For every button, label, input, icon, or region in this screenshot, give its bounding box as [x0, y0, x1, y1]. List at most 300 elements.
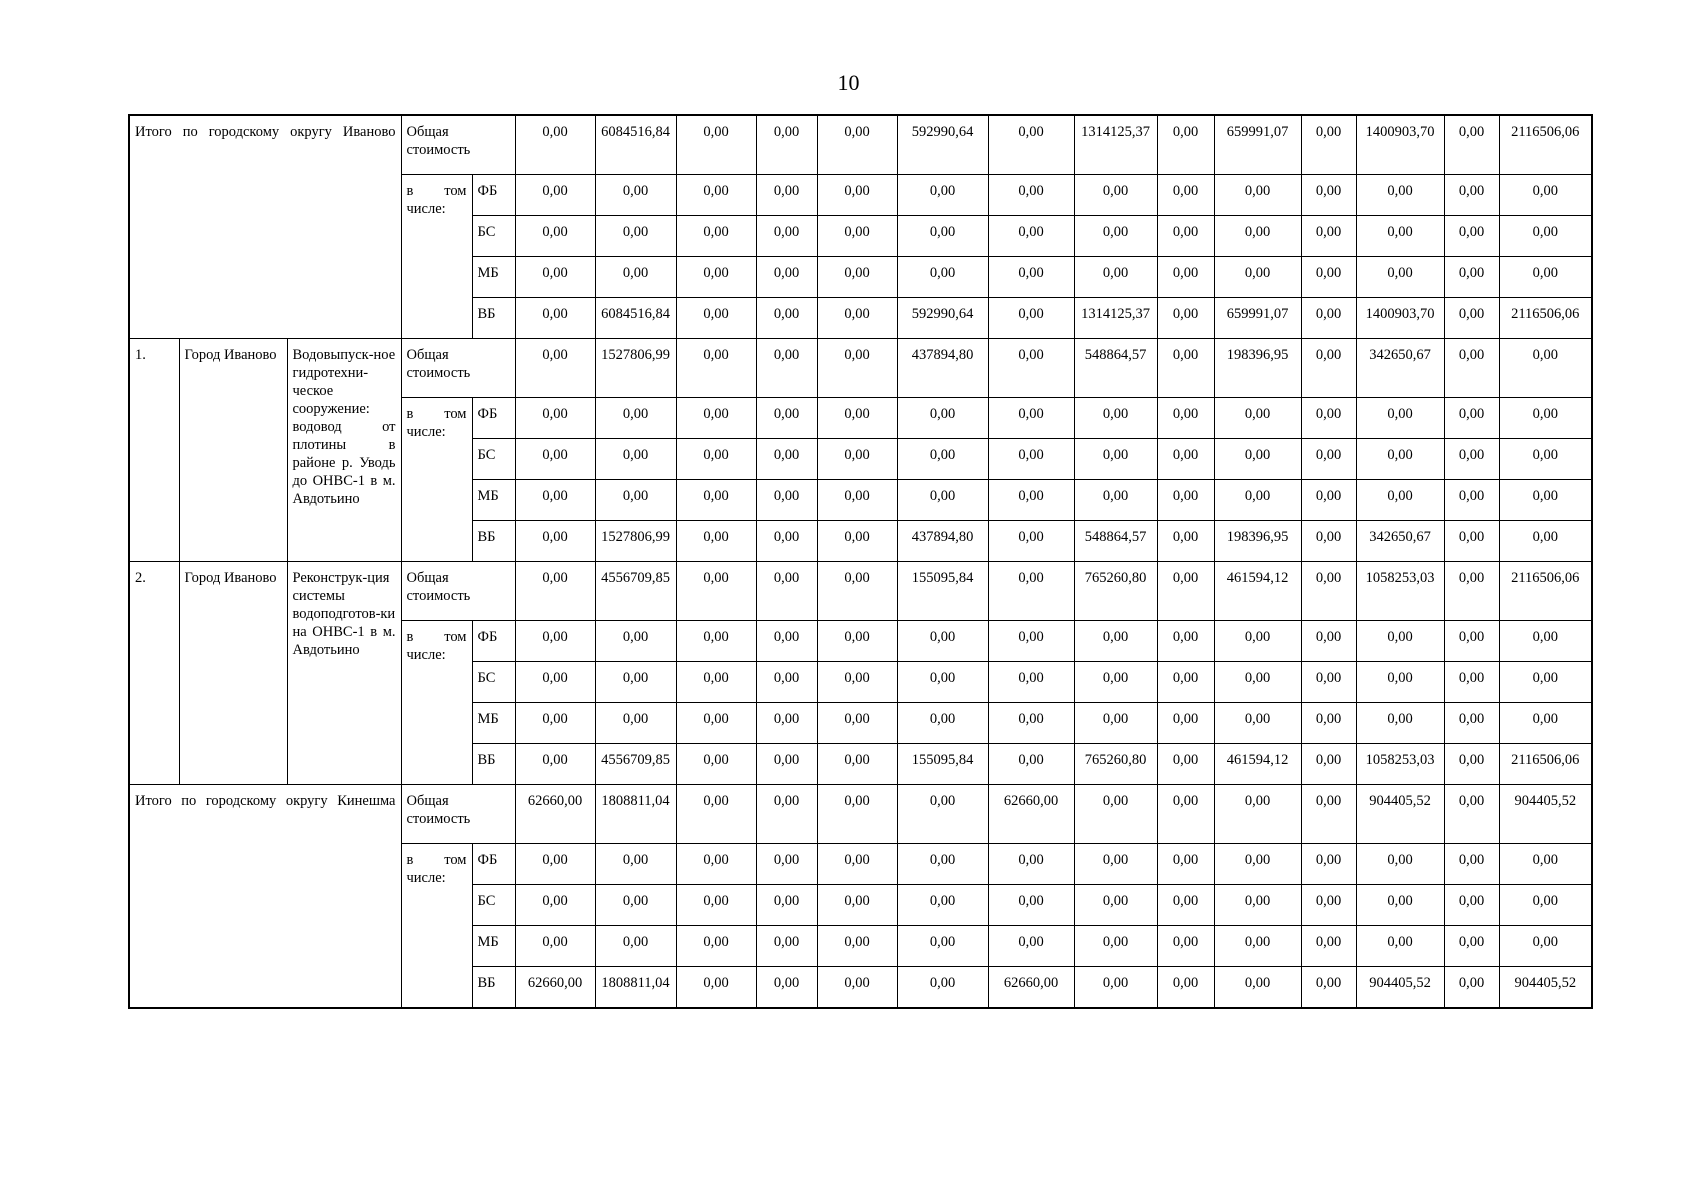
value-cell: 0,00: [1157, 216, 1214, 257]
value-cell: 0,00: [676, 175, 756, 216]
value-cell: 0,00: [1356, 926, 1444, 967]
value-cell: 0,00: [595, 662, 676, 703]
value-cell: 0,00: [1301, 844, 1356, 885]
value-cell: 0,00: [897, 439, 988, 480]
including-label: в том числе:: [401, 398, 472, 562]
value-cell: 0,00: [1074, 480, 1157, 521]
value-cell: 0,00: [1444, 885, 1499, 926]
value-cell: 0,00: [1214, 257, 1301, 298]
item-number: 2.: [129, 562, 179, 785]
value-cell: 0,00: [756, 562, 817, 621]
value-cell: 0,00: [1074, 398, 1157, 439]
value-cell: 0,00: [595, 480, 676, 521]
value-cell: 0,00: [817, 885, 897, 926]
value-cell: 62660,00: [515, 785, 595, 844]
value-cell: 0,00: [988, 398, 1074, 439]
value-cell: 0,00: [1301, 257, 1356, 298]
value-cell: 0,00: [756, 480, 817, 521]
value-cell: 0,00: [897, 398, 988, 439]
value-cell: 0,00: [756, 216, 817, 257]
value-cell: 0,00: [988, 480, 1074, 521]
value-cell: 0,00: [1301, 480, 1356, 521]
value-cell: 659991,07: [1214, 115, 1301, 175]
source-label: БС: [472, 885, 515, 926]
source-label: БС: [472, 662, 515, 703]
value-cell: 0,00: [595, 844, 676, 885]
value-cell: 0,00: [756, 521, 817, 562]
value-cell: 0,00: [1074, 439, 1157, 480]
value-cell: 0,00: [676, 398, 756, 439]
source-label: ВБ: [472, 521, 515, 562]
value-cell: 0,00: [676, 339, 756, 398]
value-cell: 0,00: [817, 662, 897, 703]
value-cell: 0,00: [1301, 785, 1356, 844]
value-cell: 0,00: [1499, 621, 1592, 662]
value-cell: 0,00: [1074, 662, 1157, 703]
value-cell: 0,00: [515, 298, 595, 339]
value-cell: 155095,84: [897, 744, 988, 785]
value-cell: 0,00: [1301, 115, 1356, 175]
value-cell: 0,00: [1157, 521, 1214, 562]
value-cell: 0,00: [1444, 744, 1499, 785]
value-cell: 0,00: [756, 967, 817, 1009]
value-cell: 0,00: [897, 885, 988, 926]
source-label: ВБ: [472, 744, 515, 785]
value-cell: 0,00: [595, 175, 676, 216]
value-cell: 198396,95: [1214, 521, 1301, 562]
value-cell: 0,00: [817, 298, 897, 339]
value-cell: 0,00: [1444, 785, 1499, 844]
value-cell: 0,00: [1074, 885, 1157, 926]
source-label: БС: [472, 216, 515, 257]
value-cell: 4556709,85: [595, 744, 676, 785]
value-cell: 0,00: [676, 744, 756, 785]
table-row: [129, 339, 1592, 398]
value-cell: 0,00: [1301, 339, 1356, 398]
value-cell: 0,00: [1444, 703, 1499, 744]
value-cell: 0,00: [1499, 439, 1592, 480]
value-cell: 0,00: [1214, 785, 1301, 844]
value-cell: 0,00: [1356, 480, 1444, 521]
value-cell: 0,00: [1157, 703, 1214, 744]
value-cell: 0,00: [756, 621, 817, 662]
value-cell: 62660,00: [515, 967, 595, 1009]
value-cell: 0,00: [515, 885, 595, 926]
value-cell: 0,00: [897, 662, 988, 703]
value-cell: 0,00: [1301, 926, 1356, 967]
value-cell: 0,00: [1157, 257, 1214, 298]
value-cell: 0,00: [817, 257, 897, 298]
value-cell: 1058253,03: [1356, 562, 1444, 621]
value-cell: 342650,67: [1356, 521, 1444, 562]
value-cell: 904405,52: [1356, 785, 1444, 844]
value-cell: 0,00: [1356, 662, 1444, 703]
including-label: в том числе:: [401, 175, 472, 339]
value-cell: 0,00: [1301, 298, 1356, 339]
value-cell: 0,00: [1356, 885, 1444, 926]
source-label: ФБ: [472, 621, 515, 662]
value-cell: 0,00: [515, 621, 595, 662]
value-cell: 2116506,06: [1499, 562, 1592, 621]
value-cell: 0,00: [1301, 562, 1356, 621]
value-cell: 0,00: [897, 785, 988, 844]
value-cell: 0,00: [1301, 703, 1356, 744]
value-cell: 0,00: [817, 521, 897, 562]
value-cell: 0,00: [1074, 621, 1157, 662]
value-cell: 0,00: [817, 621, 897, 662]
value-cell: 0,00: [515, 398, 595, 439]
value-cell: 0,00: [1214, 398, 1301, 439]
value-cell: 0,00: [1356, 216, 1444, 257]
value-cell: 0,00: [1157, 175, 1214, 216]
value-cell: 0,00: [1499, 926, 1592, 967]
value-cell: 0,00: [897, 257, 988, 298]
value-cell: 0,00: [1444, 521, 1499, 562]
value-cell: 0,00: [756, 662, 817, 703]
value-cell: 0,00: [1356, 844, 1444, 885]
value-cell: 0,00: [1444, 298, 1499, 339]
value-cell: 0,00: [676, 562, 756, 621]
value-cell: 0,00: [988, 216, 1074, 257]
value-cell: 1400903,70: [1356, 298, 1444, 339]
value-cell: 0,00: [1214, 621, 1301, 662]
value-cell: 0,00: [897, 703, 988, 744]
value-cell: 1058253,03: [1356, 744, 1444, 785]
value-cell: 6084516,84: [595, 115, 676, 175]
value-cell: 0,00: [1074, 703, 1157, 744]
value-cell: 0,00: [988, 439, 1074, 480]
value-cell: 0,00: [988, 257, 1074, 298]
value-cell: 0,00: [1444, 115, 1499, 175]
value-cell: 904405,52: [1499, 967, 1592, 1009]
value-cell: 0,00: [595, 703, 676, 744]
value-cell: 0,00: [897, 967, 988, 1009]
value-cell: 342650,67: [1356, 339, 1444, 398]
value-cell: 0,00: [676, 703, 756, 744]
value-cell: 0,00: [988, 175, 1074, 216]
value-cell: 0,00: [595, 621, 676, 662]
value-cell: 437894,80: [897, 339, 988, 398]
source-label: МБ: [472, 480, 515, 521]
value-cell: 0,00: [1444, 339, 1499, 398]
value-cell: 437894,80: [897, 521, 988, 562]
value-cell: 0,00: [515, 844, 595, 885]
value-cell: 0,00: [1074, 844, 1157, 885]
value-cell: 0,00: [988, 115, 1074, 175]
value-cell: 0,00: [756, 885, 817, 926]
value-cell: 0,00: [515, 339, 595, 398]
value-cell: 0,00: [817, 439, 897, 480]
value-cell: 0,00: [1301, 175, 1356, 216]
value-cell: 0,00: [1499, 885, 1592, 926]
value-cell: 0,00: [1444, 480, 1499, 521]
value-cell: 0,00: [1214, 885, 1301, 926]
value-cell: 0,00: [1444, 844, 1499, 885]
value-cell: 0,00: [1157, 844, 1214, 885]
value-cell: 904405,52: [1356, 967, 1444, 1009]
value-cell: 0,00: [817, 744, 897, 785]
value-cell: 0,00: [1356, 257, 1444, 298]
value-cell: 0,00: [676, 926, 756, 967]
value-cell: 0,00: [1499, 257, 1592, 298]
value-cell: 0,00: [756, 844, 817, 885]
value-cell: 0,00: [1074, 216, 1157, 257]
value-cell: 0,00: [1157, 562, 1214, 621]
value-cell: 0,00: [595, 439, 676, 480]
value-cell: 0,00: [595, 926, 676, 967]
source-label: МБ: [472, 926, 515, 967]
value-cell: 0,00: [897, 216, 988, 257]
value-cell: 1527806,99: [595, 339, 676, 398]
value-cell: 0,00: [1157, 298, 1214, 339]
value-cell: 0,00: [988, 298, 1074, 339]
value-cell: 0,00: [515, 703, 595, 744]
value-cell: 0,00: [988, 521, 1074, 562]
value-cell: 765260,80: [1074, 562, 1157, 621]
value-cell: 0,00: [756, 439, 817, 480]
value-cell: 0,00: [1301, 439, 1356, 480]
value-cell: 0,00: [1444, 967, 1499, 1009]
including-label: в том числе:: [401, 844, 472, 1009]
value-cell: 0,00: [1214, 703, 1301, 744]
value-cell: 0,00: [1499, 398, 1592, 439]
value-cell: 62660,00: [988, 785, 1074, 844]
value-cell: 0,00: [1074, 785, 1157, 844]
value-cell: 0,00: [1157, 339, 1214, 398]
value-cell: 2116506,06: [1499, 115, 1592, 175]
source-label: БС: [472, 439, 515, 480]
value-cell: 461594,12: [1214, 562, 1301, 621]
item-number: 1.: [129, 339, 179, 562]
source-label: ВБ: [472, 967, 515, 1009]
value-cell: 0,00: [1214, 662, 1301, 703]
value-cell: 0,00: [817, 967, 897, 1009]
value-cell: 0,00: [676, 967, 756, 1009]
value-cell: 0,00: [515, 115, 595, 175]
value-cell: 0,00: [1444, 398, 1499, 439]
value-cell: 0,00: [1157, 662, 1214, 703]
item-location: Город Иваново: [179, 339, 287, 562]
value-cell: 0,00: [1499, 703, 1592, 744]
total-cost-label: Общая стоимость: [401, 115, 515, 175]
value-cell: 0,00: [988, 885, 1074, 926]
value-cell: 0,00: [817, 844, 897, 885]
value-cell: 0,00: [515, 744, 595, 785]
summary-title: Итого по городскому округу Кинешма: [129, 785, 401, 1009]
value-cell: 0,00: [1356, 439, 1444, 480]
value-cell: 0,00: [988, 926, 1074, 967]
value-cell: 62660,00: [988, 967, 1074, 1009]
value-cell: 0,00: [515, 439, 595, 480]
value-cell: 0,00: [515, 175, 595, 216]
value-cell: 0,00: [897, 844, 988, 885]
value-cell: 765260,80: [1074, 744, 1157, 785]
value-cell: 0,00: [988, 703, 1074, 744]
value-cell: 0,00: [515, 521, 595, 562]
value-cell: 0,00: [817, 480, 897, 521]
source-label: ВБ: [472, 298, 515, 339]
value-cell: 0,00: [1074, 175, 1157, 216]
value-cell: 0,00: [595, 257, 676, 298]
value-cell: 0,00: [1157, 926, 1214, 967]
value-cell: 0,00: [1444, 562, 1499, 621]
value-cell: 0,00: [1499, 480, 1592, 521]
value-cell: 0,00: [817, 339, 897, 398]
item-location: Город Иваново: [179, 562, 287, 785]
value-cell: 1400903,70: [1356, 115, 1444, 175]
value-cell: 0,00: [1499, 521, 1592, 562]
value-cell: 0,00: [515, 662, 595, 703]
source-label: МБ: [472, 257, 515, 298]
value-cell: 0,00: [676, 662, 756, 703]
value-cell: 0,00: [1444, 216, 1499, 257]
source-label: МБ: [472, 703, 515, 744]
value-cell: 548864,57: [1074, 521, 1157, 562]
value-cell: 0,00: [897, 621, 988, 662]
value-cell: 0,00: [1301, 885, 1356, 926]
value-cell: 0,00: [817, 785, 897, 844]
value-cell: 904405,52: [1499, 785, 1592, 844]
value-cell: 0,00: [676, 439, 756, 480]
value-cell: 0,00: [817, 562, 897, 621]
value-cell: 0,00: [897, 480, 988, 521]
value-cell: 0,00: [1214, 480, 1301, 521]
value-cell: 0,00: [756, 339, 817, 398]
budget-table: [128, 114, 1593, 1009]
value-cell: 0,00: [595, 398, 676, 439]
value-cell: 0,00: [1074, 257, 1157, 298]
value-cell: 0,00: [1301, 621, 1356, 662]
table-row: [129, 785, 1592, 844]
value-cell: 0,00: [1214, 216, 1301, 257]
value-cell: 0,00: [1444, 439, 1499, 480]
value-cell: 0,00: [756, 785, 817, 844]
value-cell: 0,00: [1444, 926, 1499, 967]
value-cell: 0,00: [676, 785, 756, 844]
value-cell: 1314125,37: [1074, 298, 1157, 339]
source-label: ФБ: [472, 175, 515, 216]
value-cell: 0,00: [676, 885, 756, 926]
value-cell: 592990,64: [897, 298, 988, 339]
total-cost-label: Общая стоимость: [401, 785, 515, 844]
value-cell: 0,00: [1301, 521, 1356, 562]
value-cell: 0,00: [1499, 339, 1592, 398]
value-cell: 0,00: [756, 115, 817, 175]
value-cell: 0,00: [1444, 662, 1499, 703]
value-cell: 0,00: [676, 621, 756, 662]
value-cell: 0,00: [897, 175, 988, 216]
value-cell: 0,00: [515, 480, 595, 521]
value-cell: 0,00: [756, 175, 817, 216]
value-cell: 0,00: [1157, 744, 1214, 785]
value-cell: 0,00: [1157, 115, 1214, 175]
table-row: [129, 562, 1592, 621]
value-cell: 2116506,06: [1499, 298, 1592, 339]
value-cell: 0,00: [817, 398, 897, 439]
value-cell: 1314125,37: [1074, 115, 1157, 175]
value-cell: 0,00: [1301, 662, 1356, 703]
value-cell: 0,00: [817, 926, 897, 967]
value-cell: 0,00: [988, 562, 1074, 621]
value-cell: 0,00: [1499, 216, 1592, 257]
value-cell: 592990,64: [897, 115, 988, 175]
value-cell: 0,00: [756, 926, 817, 967]
value-cell: 0,00: [1301, 216, 1356, 257]
value-cell: 0,00: [1499, 662, 1592, 703]
value-cell: 0,00: [595, 885, 676, 926]
value-cell: 4556709,85: [595, 562, 676, 621]
value-cell: 155095,84: [897, 562, 988, 621]
item-object: Водовыпуск-ное гидротехни-ческое сооружение: водовод от плотины в районе р. Уводь до ОНВС-1 в м. Авдотьино: [287, 339, 401, 562]
value-cell: 0,00: [595, 216, 676, 257]
value-cell: 0,00: [515, 216, 595, 257]
value-cell: 0,00: [676, 844, 756, 885]
value-cell: 0,00: [756, 298, 817, 339]
value-cell: 1808811,04: [595, 785, 676, 844]
total-cost-label: Общая стоимость: [401, 339, 515, 398]
page-number: 10: [837, 70, 860, 95]
value-cell: 0,00: [897, 926, 988, 967]
value-cell: 0,00: [817, 703, 897, 744]
value-cell: 0,00: [1157, 439, 1214, 480]
value-cell: 0,00: [1356, 398, 1444, 439]
value-cell: 0,00: [676, 216, 756, 257]
value-cell: 0,00: [1214, 967, 1301, 1009]
value-cell: 1808811,04: [595, 967, 676, 1009]
value-cell: 0,00: [817, 115, 897, 175]
value-cell: 0,00: [1214, 844, 1301, 885]
value-cell: 0,00: [676, 521, 756, 562]
value-cell: 659991,07: [1214, 298, 1301, 339]
value-cell: 0,00: [1157, 621, 1214, 662]
source-label: ФБ: [472, 398, 515, 439]
value-cell: 0,00: [817, 175, 897, 216]
value-cell: 0,00: [676, 115, 756, 175]
value-cell: 0,00: [1444, 175, 1499, 216]
value-cell: 0,00: [988, 339, 1074, 398]
including-label: в том числе:: [401, 621, 472, 785]
value-cell: 0,00: [676, 480, 756, 521]
value-cell: 0,00: [676, 298, 756, 339]
value-cell: 0,00: [1499, 175, 1592, 216]
value-cell: 0,00: [676, 257, 756, 298]
value-cell: 548864,57: [1074, 339, 1157, 398]
value-cell: 0,00: [1214, 175, 1301, 216]
source-label: ФБ: [472, 844, 515, 885]
value-cell: 0,00: [515, 562, 595, 621]
value-cell: 6084516,84: [595, 298, 676, 339]
value-cell: 0,00: [988, 844, 1074, 885]
value-cell: 0,00: [515, 257, 595, 298]
value-cell: 0,00: [756, 744, 817, 785]
value-cell: 0,00: [1074, 926, 1157, 967]
value-cell: 0,00: [1444, 257, 1499, 298]
summary-title: Итого по городскому округу Иваново: [129, 115, 401, 339]
value-cell: 0,00: [1499, 844, 1592, 885]
value-cell: 198396,95: [1214, 339, 1301, 398]
value-cell: 0,00: [988, 621, 1074, 662]
value-cell: 0,00: [515, 926, 595, 967]
value-cell: 0,00: [1301, 398, 1356, 439]
value-cell: 461594,12: [1214, 744, 1301, 785]
value-cell: 0,00: [1356, 175, 1444, 216]
value-cell: 0,00: [1301, 967, 1356, 1009]
value-cell: 0,00: [1157, 885, 1214, 926]
value-cell: 2116506,06: [1499, 744, 1592, 785]
value-cell: 0,00: [1074, 967, 1157, 1009]
value-cell: 0,00: [1157, 967, 1214, 1009]
value-cell: 0,00: [817, 216, 897, 257]
